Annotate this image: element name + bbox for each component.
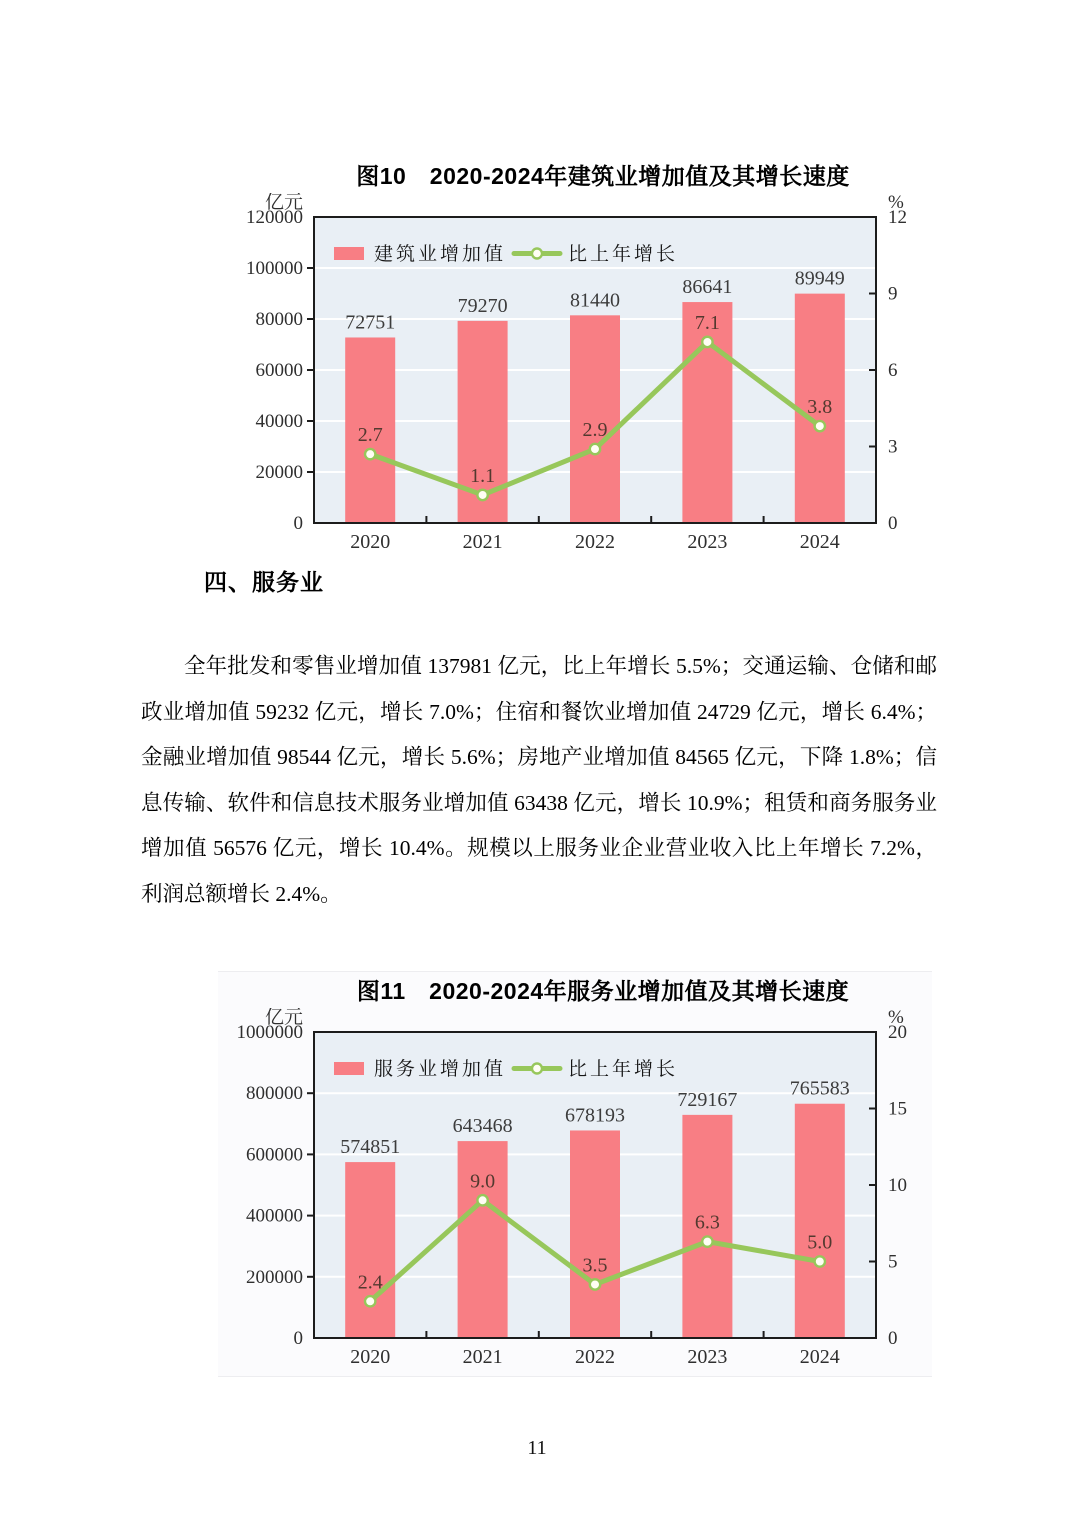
chart-10-title: 图10 2020-2024年建筑业增加值及其增长速度 [356, 163, 850, 189]
svg-text:200000: 200000 [246, 1266, 303, 1288]
svg-text:100000: 100000 [246, 258, 303, 279]
svg-text:7.1: 7.1 [694, 311, 720, 334]
svg-text:765583: 765583 [789, 1077, 850, 1100]
chart-10-plot [222, 193, 928, 559]
svg-text:5.0: 5.0 [807, 1231, 833, 1254]
section-heading: 四、服务业 [204, 569, 324, 595]
svg-text:60000: 60000 [255, 360, 303, 381]
svg-text:建筑业增加值: 建筑业增加值 [374, 244, 507, 265]
svg-text:2023: 2023 [687, 1346, 728, 1368]
svg-text:%: % [888, 1008, 904, 1028]
svg-text:5: 5 [888, 1251, 898, 1273]
svg-text:729167: 729167 [677, 1088, 738, 1111]
svg-text:2020: 2020 [350, 531, 391, 553]
figure-11 [218, 971, 932, 1377]
svg-text:2022: 2022 [575, 531, 615, 553]
svg-text:1000000: 1000000 [236, 1022, 303, 1043]
chart-11-plot [222, 1008, 928, 1374]
svg-text:20: 20 [888, 1022, 907, 1043]
svg-text:12: 12 [888, 207, 907, 228]
svg-text:81440: 81440 [570, 289, 620, 312]
svg-text:9.0: 9.0 [470, 1170, 496, 1193]
svg-text:678193: 678193 [565, 1104, 625, 1127]
svg-text:0: 0 [293, 513, 303, 534]
svg-text:亿元: 亿元 [264, 1008, 303, 1028]
svg-text:643468: 643468 [452, 1115, 513, 1138]
svg-text:2.4: 2.4 [357, 1271, 383, 1294]
body-paragraph: 全年批发和零售业增加值 137981 亿元，比上年增长 5.5%；交通运输、仓储和邮政业增加值 59232 亿元，增长 7.0%；住宿和餐饮业增加值 24729 亿元，增长 6.4%；金融业增加值 98544 亿元，增长 5.6%；房地产业增加值 84565 亿元，下降 1.8%；信息传输、软件和信息技术服务业增加值 63438 亿元，增长 10.9%；租赁和商务服务业增加值 56576 亿元，增长 10.4%。规模以上服务业企业营业收入比上年增长 7.2%，利润总额增长 2.4%。 [141, 654, 937, 906]
svg-text:%: % [888, 193, 904, 213]
figure-10 [222, 163, 928, 564]
svg-text:比上年增长: 比上年增长 [568, 1059, 679, 1080]
svg-text:6: 6 [888, 360, 898, 381]
chart-11-title: 图11 2020-2024年服务业增加值及其增长速度 [356, 978, 850, 1004]
svg-text:2021: 2021 [462, 1346, 503, 1368]
svg-text:服务业增加值: 服务业增加值 [374, 1059, 507, 1080]
legend [334, 243, 678, 265]
svg-text:亿元: 亿元 [264, 193, 303, 213]
svg-text:2023: 2023 [687, 531, 728, 553]
svg-text:0: 0 [293, 1328, 303, 1349]
svg-text:80000: 80000 [255, 309, 303, 330]
svg-text:2.7: 2.7 [357, 424, 383, 447]
svg-text:2020: 2020 [350, 1346, 391, 1368]
svg-text:比上年增长: 比上年增长 [568, 244, 679, 265]
svg-text:3.8: 3.8 [807, 396, 833, 419]
svg-text:2022: 2022 [575, 1346, 615, 1368]
svg-text:2024: 2024 [799, 531, 840, 553]
svg-text:1.1: 1.1 [470, 464, 496, 487]
svg-text:86641: 86641 [682, 276, 733, 299]
svg-text:2.9: 2.9 [582, 419, 608, 442]
svg-text:15: 15 [888, 1098, 907, 1120]
svg-text:2021: 2021 [462, 531, 503, 553]
legend [334, 1058, 678, 1080]
svg-text:574851: 574851 [340, 1136, 401, 1159]
svg-text:3.5: 3.5 [582, 1254, 608, 1277]
svg-text:20000: 20000 [255, 462, 303, 483]
svg-text:120000: 120000 [246, 207, 303, 228]
svg-text:79270: 79270 [457, 294, 508, 317]
svg-text:0: 0 [888, 513, 898, 534]
svg-text:40000: 40000 [255, 411, 303, 432]
svg-text:89949: 89949 [794, 267, 845, 290]
svg-text:0: 0 [888, 1328, 898, 1349]
svg-text:600000: 600000 [246, 1144, 303, 1166]
svg-text:10: 10 [888, 1175, 907, 1196]
svg-text:2024: 2024 [799, 1346, 840, 1368]
svg-text:9: 9 [888, 283, 898, 305]
svg-text:6.3: 6.3 [694, 1211, 720, 1234]
svg-text:400000: 400000 [246, 1205, 303, 1227]
svg-text:3: 3 [888, 436, 898, 458]
svg-text:72751: 72751 [345, 311, 396, 334]
svg-text:800000: 800000 [246, 1083, 303, 1105]
page-number: 11 [527, 1437, 547, 1459]
